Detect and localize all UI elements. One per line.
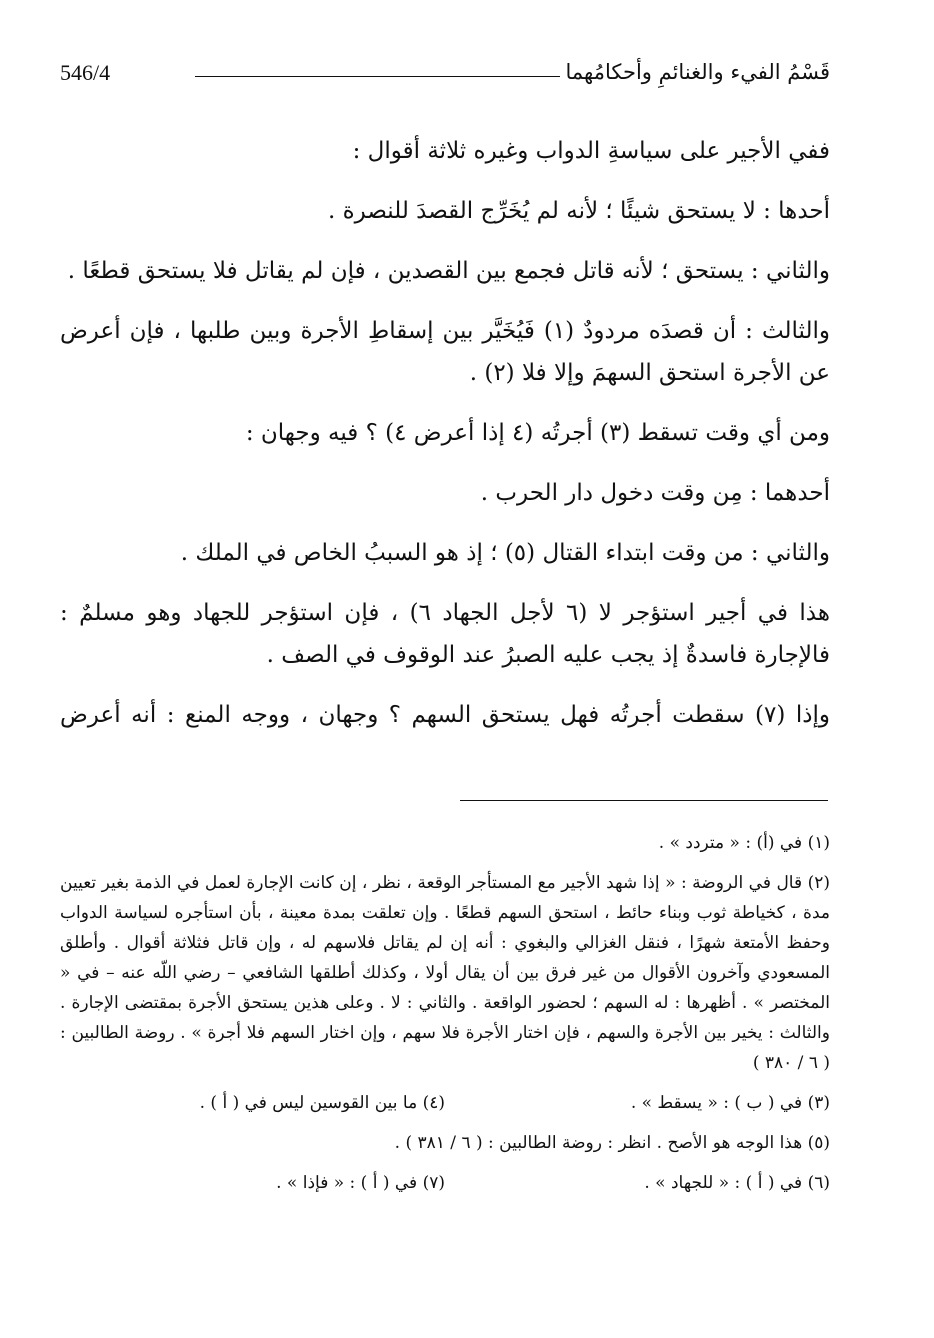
footnote: (٧) في ( أ ) : « فإذا » . — [276, 1173, 445, 1193]
paragraph: هذا في أجير استؤجر لا (٦ لأجل الجهاد ٦) ، فإن استؤجر للجهاد وهو مسلمٌ : فالإجارة فاسدةٌ إذ يجب عليه الصبرُ عند الوقوف في الصف . — [60, 600, 830, 668]
paragraph: أحدها : لا يستحق شيئًا ؛ لأنه لم يُخَرِّج القصدَ للنصرة . — [327, 198, 830, 224]
paragraph: ومن أي وقت تسقط (٣) أجرتُه (٤ إذا أعرض ٤) ؟ فيه وجهان : — [245, 420, 830, 446]
paragraph: والثالث : أن قصدَه مردودٌ (١) فَيُخَيَّر بين إسقاطِ الأجرة وبين طلبها ، فإن أعرض عن الأجرة استحق السهمَ وإلا فلا (٢) . — [60, 318, 830, 386]
footnote: (٢) قال في الروضة : « إذا شهد الأجير مع المستأجر الوقعة ، نظر ، إن كانت الإجارة لعمل في الذمة بغير تعيين مدة ، كخياطة ثوب وبناء حائط ، استحق السهم قطعًا . وإن تعلقت بمدة معينة ، بأن استأجره لسياسة الدواب وحفظ الأمتعة شهرًا ، فنقل الغزالي والبغوي : أنه إن لم يقاتل فلاسهم له ، وإن قاتل فثلاثة أقوال . وأطلق المسعودي وآخرون الأقوال من غير فرق بين أن يقال أولا ، وكذلك أطلقها الشافعي – رضي اللّه عنه – في « المختصر » . أظهرها : له السهم ؛ لحضور الواقعة . والثاني : لا . وعلى هذين يستحق الأجرة بمقتضى الإجارة . والثالث : يخير بين الأجرة والسهم ، فإن اختار الأجرة فلا سهم ، وإن اختار السهم فلا أجرة » . روضة الطالبين : ( ٦ / ٣٨٠ ) — [60, 873, 830, 1073]
footnote: (٦) في ( أ ) : « للجهاد » . — [644, 1173, 830, 1193]
running-title: قَسْمُ الفيء والغنائمِ وأحكامُهما — [565, 60, 830, 84]
footnote-row — [60, 1168, 830, 1198]
footnote-row — [60, 1088, 830, 1118]
footnote: (٣) في ( ب ) : « يسقط » . — [630, 1093, 830, 1113]
page-header — [60, 58, 830, 98]
paragraph: أحدهما : مِن وقت دخول دار الحرب . — [480, 480, 830, 506]
paragraph: وإذا (٧) سقطت أجرتُه فهل يستحق السهم ؟ وجهان ، ووجه المنع : أنه أعرض — [60, 702, 830, 728]
footnotes — [60, 828, 830, 1198]
footnote: (٤) ما بين القوسين ليس في ( أ ) . — [199, 1093, 445, 1113]
paragraph: والثاني : يستحق ؛ لأنه قاتل فجمع بين القصدين ، فإن لم يقاتل فلا يستحق قطعًا . — [67, 258, 830, 284]
footnote-separator — [460, 800, 828, 801]
paragraph: ففي الأجير على سياسةِ الدواب وغيره ثلاثة أقوال : — [352, 138, 830, 164]
footnote: (١) في (أ) : « متردد » . — [658, 833, 830, 853]
main-text — [60, 130, 830, 736]
paragraph: والثاني : من وقت ابتداء القتال (٥) ؛ إذ هو السببُ الخاص في الملك . — [180, 540, 830, 566]
page-number: 546/4 — [60, 60, 111, 85]
footnote: (٥) هذا الوجه هو الأصح . انظر : روضة الطالبين : ( ٦ / ٣٨١ ) . — [394, 1133, 830, 1153]
header-rule — [195, 76, 560, 77]
